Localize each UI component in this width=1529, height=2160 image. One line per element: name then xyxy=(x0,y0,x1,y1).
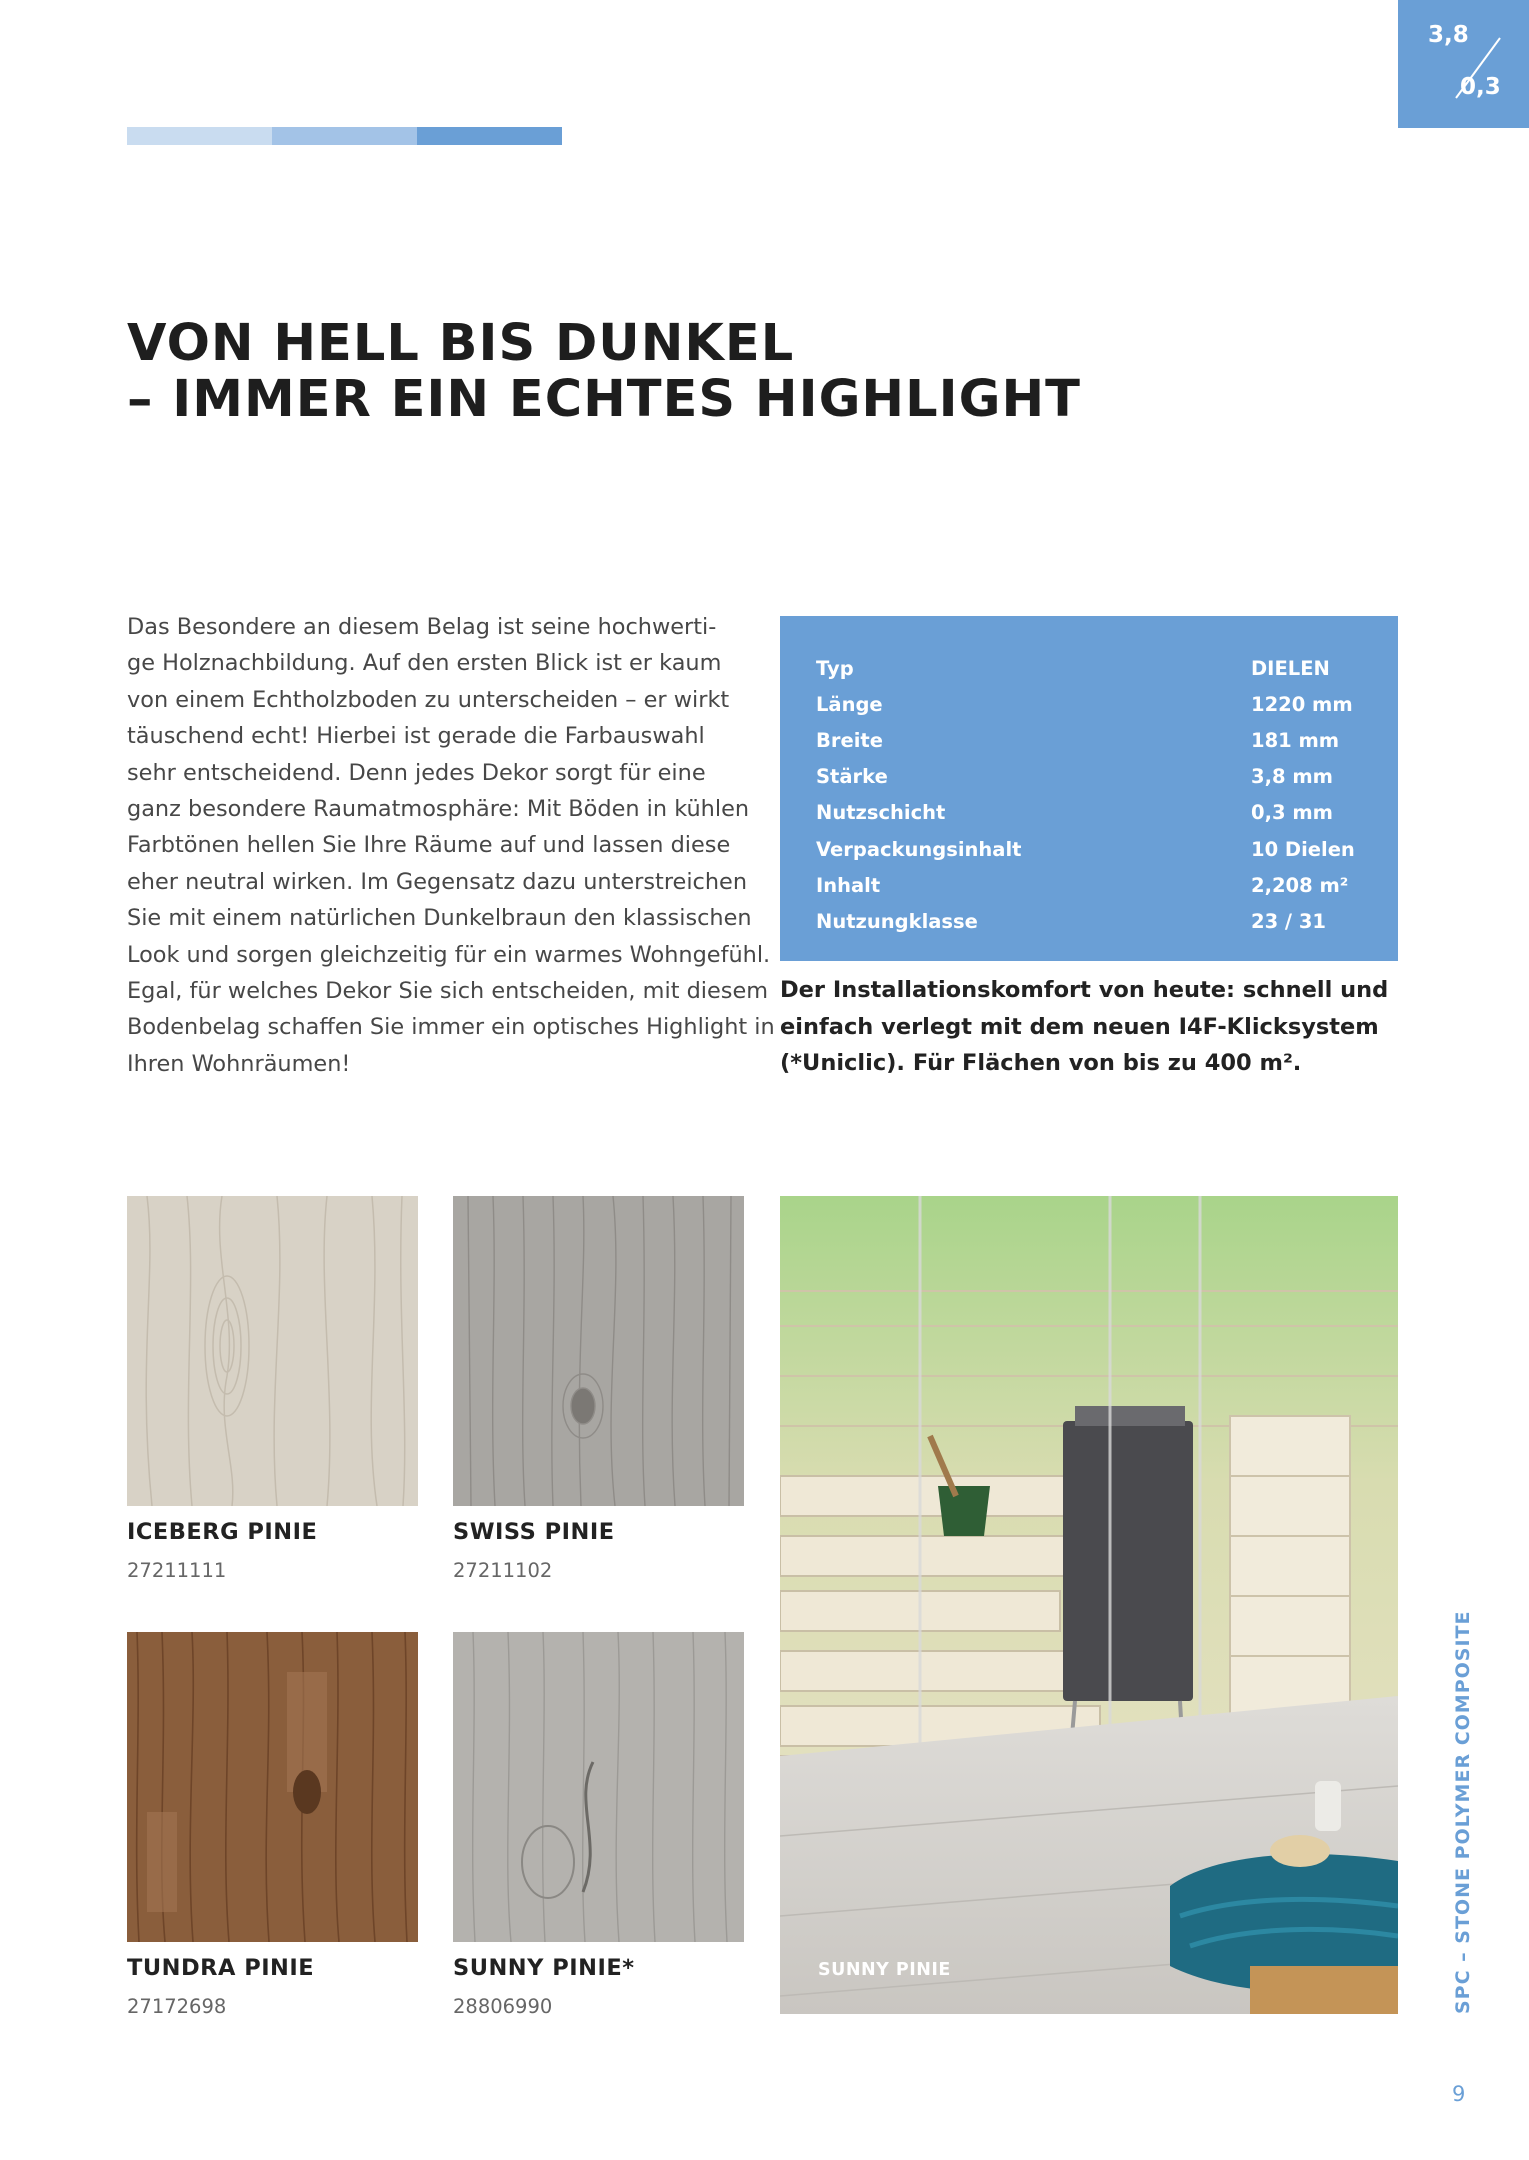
paragraph-line: von einem Echtholzboden zu unterscheiden – er wirkt xyxy=(127,686,730,713)
spec-row-content xyxy=(816,867,1398,903)
swatch-code: 27211102 xyxy=(453,1559,553,1582)
installation-note xyxy=(780,972,1420,1082)
page-number: 9 xyxy=(1452,2082,1466,2106)
spec-value: DIELEN xyxy=(1251,656,1330,680)
title-line-2: – IMMER EIN ECHTES HIGHLIGHT xyxy=(127,370,1081,429)
thickness-badge xyxy=(1398,0,1529,128)
spec-value: 3,8 mm xyxy=(1251,765,1333,789)
spec-row-usage-class xyxy=(816,903,1398,939)
install-line: (*Uniclic). Für Flächen von bis zu 400 m². xyxy=(780,1050,1302,1076)
spec-label: Nutzschicht xyxy=(816,801,946,825)
page-title xyxy=(127,316,1227,428)
spec-row-thickness xyxy=(816,759,1398,795)
spec-label: Breite xyxy=(816,728,883,752)
spec-label: Inhalt xyxy=(816,873,881,897)
spec-row-package xyxy=(816,831,1398,867)
swatch-code: 27172698 xyxy=(127,1995,227,2018)
spec-value: 23 / 31 xyxy=(1251,909,1326,933)
swatch-sunny-pinie xyxy=(453,1632,744,1942)
thickness-total: 3,8 xyxy=(1428,22,1469,48)
paragraph-line: Bodenbelag schaffen Sie immer ein optisches Highlight in xyxy=(127,1014,775,1041)
spec-row-length xyxy=(816,686,1398,722)
section-label: SPC – STONE POLYMER COMPOSITE xyxy=(1452,1610,1474,2014)
swatch-name: ICEBERG PINIE xyxy=(127,1519,318,1545)
sauna-photo xyxy=(780,1196,1398,2014)
intro-paragraph xyxy=(127,609,775,1082)
spec-label: Nutzungklasse xyxy=(816,909,978,933)
progress-segment-1 xyxy=(127,127,272,145)
swatch-code: 27211111 xyxy=(127,1559,227,1582)
spec-table xyxy=(780,616,1398,961)
spec-label: Stärke xyxy=(816,765,888,789)
photo-caption: SUNNY PINIE xyxy=(818,1960,951,1980)
spec-value: 10 Dielen xyxy=(1251,837,1355,861)
progress-segment-3 xyxy=(417,127,562,145)
swatch-iceberg-pinie xyxy=(127,1196,418,1506)
swatch-swiss-pinie xyxy=(453,1196,744,1506)
spec-value: 181 mm xyxy=(1251,728,1340,752)
spec-row-type xyxy=(816,650,1398,686)
spec-value: 1220 mm xyxy=(1251,692,1353,716)
spec-value: 2,208 m² xyxy=(1251,873,1349,897)
swatch-name: TUNDRA PINIE xyxy=(127,1955,315,1981)
spec-label: Typ xyxy=(816,656,854,680)
spec-row-wear-layer xyxy=(816,795,1398,831)
paragraph-line: Ihren Wohnräumen! xyxy=(127,1050,351,1077)
swatch-tundra-pinie xyxy=(127,1632,418,1942)
paragraph-line: Das Besondere an diesem Belag ist seine hochwerti- xyxy=(127,614,717,640)
swatch-code: 28806990 xyxy=(453,1995,553,2018)
paragraph-line: eher neutral wirken. Im Gegensatz dazu unterstreichen xyxy=(127,868,748,895)
paragraph-line: Farbtönen hellen Sie Ihre Räume auf und lassen diese xyxy=(127,832,731,859)
spec-row-width xyxy=(816,722,1398,758)
paragraph-line: ge Holznachbildung. Auf den ersten Blick ist er kaum xyxy=(127,650,722,677)
paragraph-line: Egal, für welches Dekor Sie sich entscheiden, mit diesem xyxy=(127,978,769,1005)
paragraph-line: ganz besondere Raumatmosphäre: Mit Böden in kühlen xyxy=(127,796,750,823)
slash-divider-icon xyxy=(1398,0,1529,128)
spec-value: 0,3 mm xyxy=(1251,801,1333,825)
progress-segment-2 xyxy=(272,127,417,145)
install-line: einfach verlegt mit dem neuen I4F-Klicksystem xyxy=(780,1013,1379,1040)
spec-label: Verpackungsinhalt xyxy=(816,837,1022,861)
paragraph-line: Look und sorgen gleichzeitig für ein warmes Wohngefühl. xyxy=(127,941,771,968)
wear-layer-thickness: 0,3 xyxy=(1460,74,1501,100)
paragraph-line: Sie mit einem natürlichen Dunkelbraun den klassischen xyxy=(127,905,752,932)
install-line: Der Installationskomfort von heute: schnell und xyxy=(780,977,1389,1003)
spec-label: Länge xyxy=(816,692,883,716)
paragraph-line: täuschend echt! Hierbei ist gerade die Farbauswahl xyxy=(127,723,705,750)
title-line-1: VON HELL BIS DUNKEL xyxy=(127,314,795,373)
paragraph-line: sehr entscheidend. Denn jedes Dekor sorgt für eine xyxy=(127,759,706,786)
swatch-name: SUNNY PINIE* xyxy=(453,1955,635,1981)
swatch-name: SWISS PINIE xyxy=(453,1519,615,1545)
